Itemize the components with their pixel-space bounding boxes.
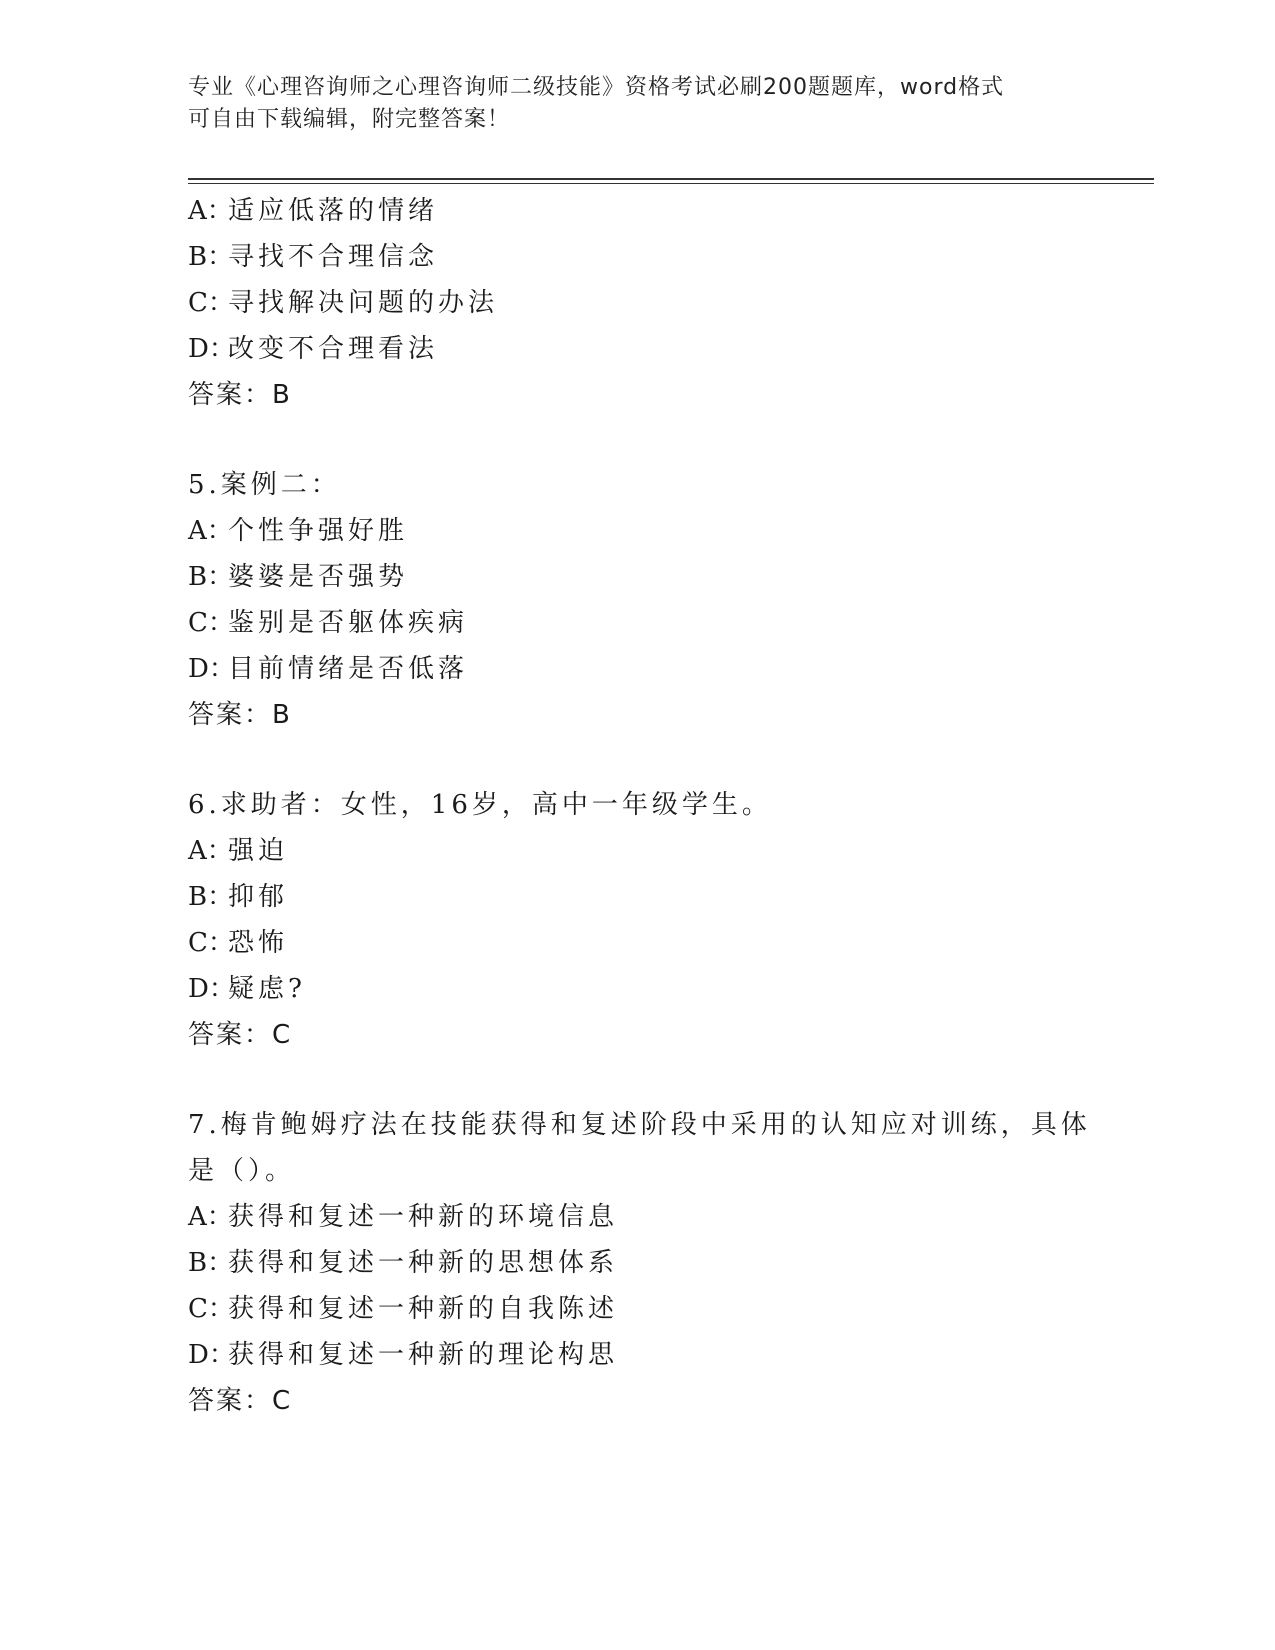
option-d bbox=[188, 1332, 1088, 1378]
question-stem: 6.求助者：女性，16岁，高中一年级学生。 bbox=[188, 790, 772, 820]
option-text: 获得和复述一种新的环境信息 bbox=[228, 1202, 619, 1232]
option-label: D： bbox=[188, 334, 235, 364]
option-c bbox=[188, 600, 1088, 646]
option-label: C： bbox=[188, 928, 234, 958]
option-a bbox=[188, 1194, 1088, 1240]
option-text: 改变不合理看法 bbox=[228, 334, 439, 364]
option-c bbox=[188, 1286, 1088, 1332]
option-label: A： bbox=[188, 1202, 233, 1232]
option-b bbox=[188, 1240, 1088, 1286]
option-text: 疑虑? bbox=[228, 974, 306, 1004]
document-header bbox=[188, 72, 1068, 136]
option-b bbox=[188, 234, 1088, 280]
option-label: B： bbox=[188, 562, 234, 592]
option-label: B： bbox=[188, 242, 234, 272]
answer-line: 答案：C bbox=[188, 1386, 293, 1416]
option-text: 鉴别是否躯体疾病 bbox=[228, 608, 469, 638]
option-label: A： bbox=[188, 196, 233, 226]
option-c bbox=[188, 920, 1088, 966]
option-text: 婆婆是否强势 bbox=[228, 562, 409, 592]
option-text: 适应低落的情绪 bbox=[228, 196, 439, 226]
option-label: A： bbox=[188, 836, 233, 866]
option-text: 目前情绪是否低落 bbox=[228, 654, 469, 684]
option-text: 获得和复述一种新的理论构思 bbox=[228, 1340, 619, 1370]
option-text: 恐怖 bbox=[228, 928, 289, 958]
question-block-5 bbox=[188, 462, 1088, 738]
option-text: 获得和复述一种新的思想体系 bbox=[228, 1248, 619, 1278]
answer-line: 答案：B bbox=[188, 380, 292, 410]
question-stem-line-2: 是（）。 bbox=[188, 1156, 296, 1186]
option-label: D： bbox=[188, 974, 235, 1004]
header-line-1: 专业《心理咨询师之心理咨询师二级技能》资格考试必刷200题题库，word格式 bbox=[188, 75, 1005, 100]
question-block-4 bbox=[188, 188, 1088, 418]
option-label: B： bbox=[188, 882, 234, 912]
option-c bbox=[188, 280, 1088, 326]
question-block-7 bbox=[188, 1102, 1091, 1424]
option-d bbox=[188, 966, 1088, 1012]
option-label: D： bbox=[188, 1340, 235, 1370]
option-d bbox=[188, 326, 1088, 372]
option-label: B： bbox=[188, 1248, 234, 1278]
option-text: 寻找解决问题的办法 bbox=[228, 288, 499, 318]
option-b bbox=[188, 554, 1088, 600]
option-text: 抑郁 bbox=[228, 882, 289, 912]
option-text: 获得和复述一种新的自我陈述 bbox=[228, 1294, 619, 1324]
question-stem-line-1: 7.梅肯鲍姆疗法在技能获得和复述阶段中采用的认知应对训练，具体 bbox=[188, 1110, 1091, 1140]
option-label: D： bbox=[188, 654, 235, 684]
option-text: 强迫 bbox=[228, 836, 289, 866]
question-stem: 5.案例二： bbox=[188, 470, 341, 500]
question-block-6 bbox=[188, 782, 1088, 1058]
option-label: C： bbox=[188, 1294, 234, 1324]
answer-line: 答案：B bbox=[188, 700, 292, 730]
option-label: C： bbox=[188, 288, 234, 318]
option-d bbox=[188, 646, 1088, 692]
option-text: 寻找不合理信念 bbox=[228, 242, 439, 272]
option-label: C： bbox=[188, 608, 234, 638]
option-a bbox=[188, 508, 1088, 554]
option-a bbox=[188, 828, 1088, 874]
option-text: 个性争强好胜 bbox=[228, 516, 409, 546]
option-b bbox=[188, 874, 1088, 920]
answer-line: 答案：C bbox=[188, 1020, 293, 1050]
header-divider bbox=[188, 178, 1154, 184]
question-list bbox=[188, 188, 1091, 1424]
option-a bbox=[188, 188, 1088, 234]
option-label: A： bbox=[188, 516, 233, 546]
header-line-2: 可自由下载编辑，附完整答案！ bbox=[188, 107, 511, 132]
